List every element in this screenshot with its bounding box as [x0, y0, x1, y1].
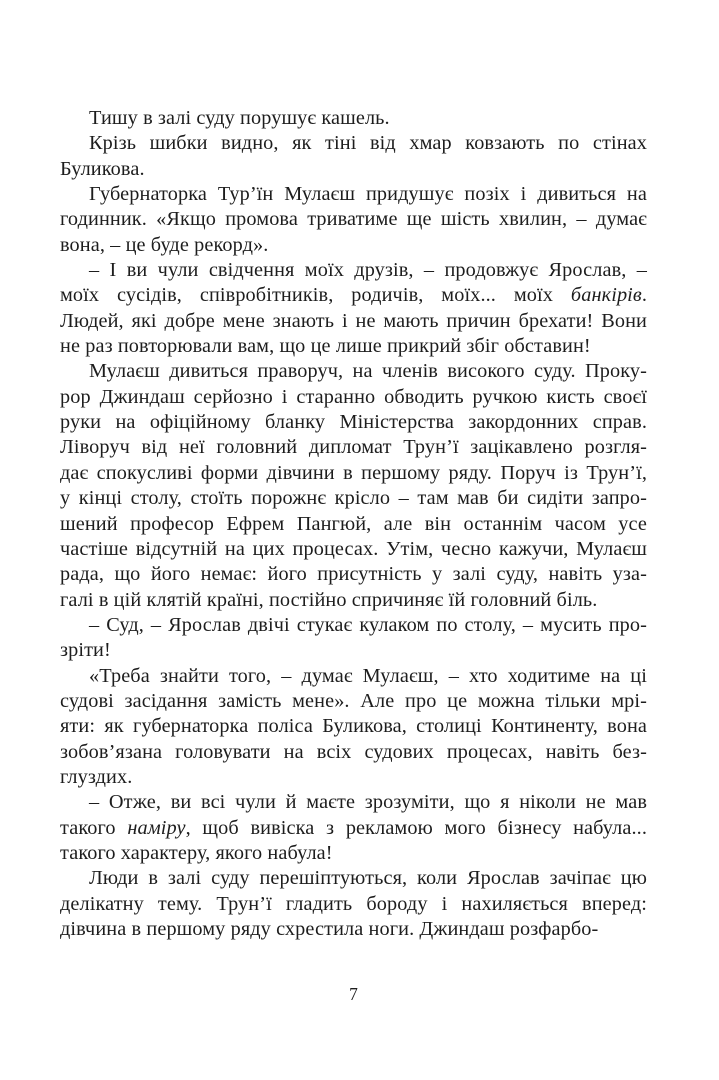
text-line: дівчина в першому ряду схрестила ноги. Джиндаш розфарбо-	[60, 918, 599, 940]
text-line: зобов’язана головувати на всіх судових процесах, навіть без-	[60, 740, 647, 763]
text-line: галі в цій клятій країні, постійно спричиняє їй головний біль.	[60, 588, 598, 611]
text-line: у кінці столу, стоїть порожнє крісло – там мав би сидіти запро-	[60, 487, 647, 510]
text-line: глуздих.	[60, 765, 133, 788]
text-line: яти: як губернаторка поліса Буликова, столиці Континенту, вона	[60, 715, 647, 738]
text-line: частіше відсутній на цих процесах. Утім, чесно кажучи, Мулаєш	[60, 537, 647, 560]
text-line: – Отже, ви всі чули й маєте зрозуміти, що я ніколи не мав	[89, 791, 647, 814]
text-line: дає спокусливі форми дівчини в першому ряду. Поруч із Трун’ї,	[60, 461, 647, 484]
text-line: рор Джиндаш серйозно і старанно обводить ручкою кисть своєї	[60, 385, 647, 408]
text-line: Крізь шибки видно, як тіні від хмар ковзають по стінах	[89, 132, 647, 155]
text-line: – Суд, – Ярослав двічі стукає кулаком по столу, – мусить про-	[89, 613, 647, 636]
text-line: зріти!	[60, 639, 111, 662]
text-line: годинник. «Якщо промова триватиме ще шість хвилин, – думає	[60, 208, 647, 231]
text-block	[60, 106, 647, 942]
text-line: судові засідання замість мене». Але про це можна тільки мрі-	[60, 689, 647, 712]
page-number: 7	[349, 984, 358, 1004]
text-line: руки на офіційному бланку Міністерства закордонних справ.	[60, 411, 647, 434]
text-line: не раз повторювали вам, що це лише прикрий збіг обставин!	[60, 335, 591, 358]
text-line: такого характеру, якого набула!	[60, 841, 333, 864]
text-line: шений професор Ефрем Пангюй, але він останнім часом усе	[60, 512, 647, 535]
text-line: Губернаторка Тур’їн Мулаєш придушує позіх і дивиться на	[89, 183, 647, 206]
text-line: рада, що його немає: його присутність у залі суду, навіть уза-	[60, 563, 647, 586]
text-line: такого наміру, щоб вивіска з рекламою мого бізнесу набула...	[60, 816, 647, 839]
text-line: Буликова.	[60, 157, 145, 180]
text-line: Людей, які добре мене знають і не мають причин брехати! Вони	[60, 309, 647, 332]
text-line: Мулаєш дивиться праворуч, на членів високого суду. Проку-	[89, 360, 647, 383]
text-line: моїх сусідів, співробітників, родичів, моїх... моїх банкірів.	[60, 284, 647, 307]
text-line: – І ви чули свідчення моїх друзів, – продовжує Ярослав, –	[89, 259, 647, 282]
text-line: Люди в залі суду перешіптуються, коли Ярослав зачіпає цю	[89, 867, 647, 890]
text-line: «Треба знайти того, – думає Мулаєш, – хто ходитиме на ці	[89, 664, 647, 687]
text-line: вона, – це буде рекорд».	[60, 233, 269, 256]
text-line: Тишу в залі суду порушує кашель.	[89, 107, 390, 129]
text-line: Ліворуч від неї головний дипломат Трун’ї зацікавлено розгля-	[60, 436, 647, 459]
text-line: делікатну тему. Трун’ї гладить бороду і нахиляється вперед:	[60, 892, 647, 915]
